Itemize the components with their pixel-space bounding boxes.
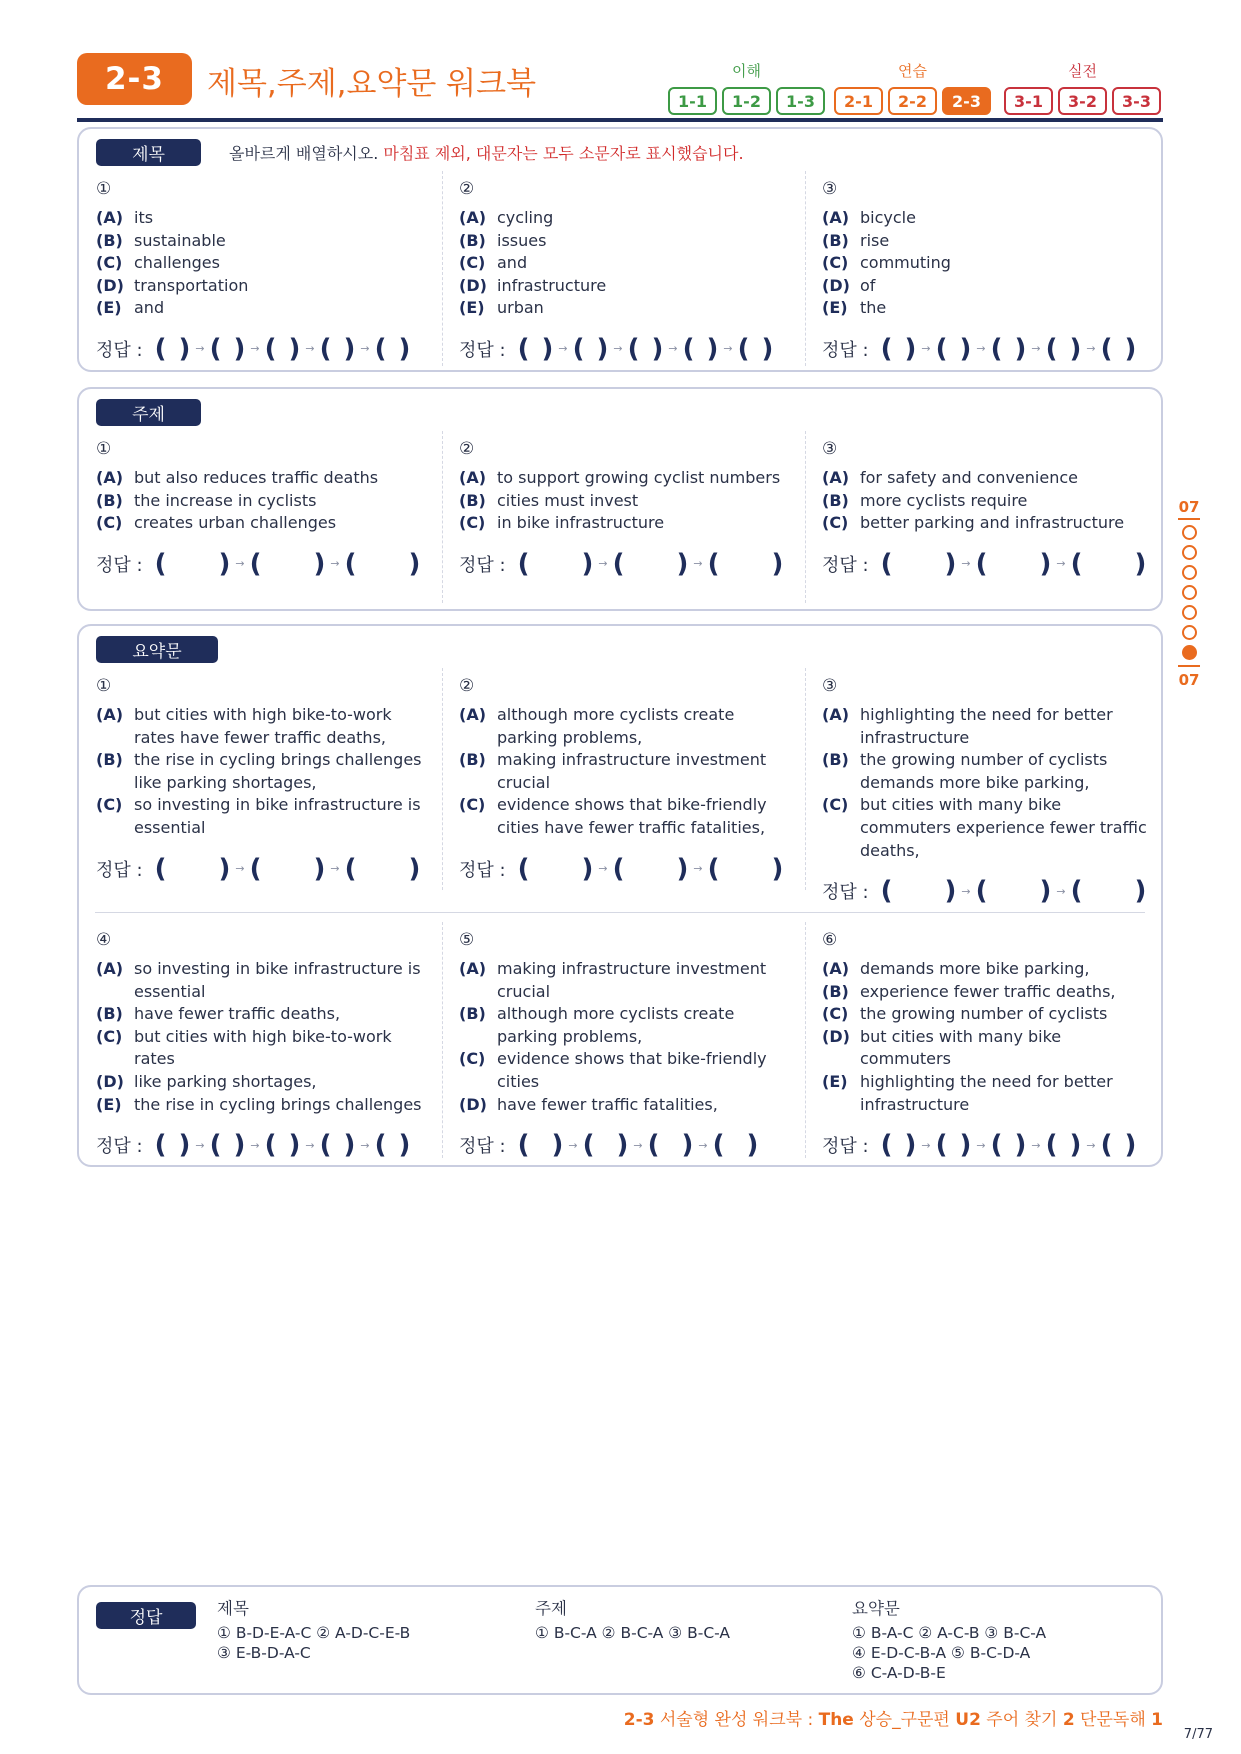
footer-num: 2	[1062, 1710, 1075, 1730]
question-number: ②	[459, 676, 475, 696]
choice-item	[459, 275, 789, 298]
side-page-bottom: 07	[1178, 671, 1200, 689]
choice-label: (C)	[96, 1026, 123, 1046]
choice-item	[96, 467, 426, 490]
choice-item	[96, 1071, 426, 1094]
choice-text: transportation	[134, 275, 249, 295]
choice-text: like parking shortages,	[134, 1071, 317, 1091]
footer-text: 주어 찾기	[980, 1710, 1063, 1730]
choice-label: (A)	[459, 468, 487, 487]
instruction-note: 마침표 제외, 대문자는 모두 소문자로 표시했습니다.	[383, 144, 744, 163]
choice-label: (B)	[822, 750, 849, 770]
choice-label: (D)	[822, 275, 850, 295]
answer-key-topic	[535, 1599, 730, 1643]
question-number: ④	[96, 930, 112, 950]
question-number: ③	[822, 676, 838, 696]
choice-label: (C)	[459, 795, 486, 815]
choice-text: experience fewer traffic deaths,	[860, 981, 1116, 1001]
answer-label: 정답 :	[822, 882, 869, 904]
choice-label: (D)	[459, 1094, 487, 1114]
choice-item	[96, 1003, 426, 1026]
answer-key	[77, 1585, 1163, 1695]
choice-label: (D)	[96, 275, 124, 295]
answer-label: 정답 :	[822, 339, 869, 361]
choice-text: better parking and infrastructure	[860, 513, 1125, 533]
step-3-2[interactable]: 3-2	[1058, 87, 1107, 115]
instruction	[229, 141, 744, 164]
answer-slots[interactable]: 정답 : ( ) → ( ) → ( ) → ( ) → ( )	[459, 333, 774, 364]
footer-title	[624, 1705, 1163, 1730]
answer-label: 정답 :	[459, 339, 506, 361]
choice-text: making infrastructure investment crucial	[497, 750, 767, 792]
choice-label: (C)	[459, 1049, 486, 1069]
step-1-1[interactable]: 1-1	[668, 87, 717, 115]
choice-label: (C)	[459, 253, 486, 273]
step-3-1[interactable]: 3-1	[1004, 87, 1053, 115]
page-title: 제목,주제,요약문 워크북	[207, 66, 537, 102]
choice-item	[459, 749, 789, 794]
summary-question-6	[822, 930, 1152, 1160]
progress-dot-active[interactable]	[1182, 645, 1197, 660]
choice-item	[96, 275, 426, 298]
choice-label: (B)	[459, 1004, 486, 1024]
answer-slots[interactable]: 정답 : ( ) → ( ) → ( ) → ( )	[459, 1130, 759, 1161]
progress-dot[interactable]	[1182, 605, 1197, 620]
choice-label: (E)	[96, 1094, 122, 1114]
answer-key-title	[217, 1599, 410, 1663]
choice-item	[459, 467, 789, 490]
choice-text: the	[860, 298, 887, 318]
choice-item	[822, 297, 1152, 320]
title-question-1	[96, 179, 426, 364]
choice-label: (C)	[822, 795, 849, 815]
answer-key-summary	[852, 1599, 1046, 1683]
progress-dot[interactable]	[1182, 525, 1197, 540]
column-divider	[442, 171, 443, 366]
choice-text: cities must invest	[497, 490, 639, 510]
choice-item	[459, 512, 789, 535]
choice-item	[459, 252, 789, 275]
choice-item	[96, 512, 426, 535]
choice-text: and	[134, 298, 165, 318]
topic-section	[77, 387, 1163, 611]
question-number: ②	[459, 179, 475, 199]
choice-label: (B)	[459, 750, 486, 770]
step-3-3[interactable]: 3-3	[1112, 87, 1161, 115]
choice-text: creates urban challenges	[134, 513, 337, 533]
choice-label: (C)	[96, 253, 123, 273]
answer-slots[interactable]: 정답 : ( ) → ( ) → ( )	[459, 548, 784, 579]
choice-item	[459, 230, 789, 253]
choice-text: more cyclists require	[860, 490, 1028, 510]
choice-label: (A)	[96, 705, 124, 724]
choice-label: (D)	[822, 1026, 850, 1046]
choice-text: but also reduces traffic deaths	[134, 468, 379, 487]
footer-unit: U2	[955, 1710, 981, 1730]
choice-item	[96, 794, 426, 839]
summary-question-1	[96, 676, 426, 884]
choice-label: (B)	[96, 750, 123, 770]
choice-text: and	[497, 253, 528, 273]
footer-text: 서술형 완성 워크북 :	[654, 1710, 819, 1730]
choice-item	[96, 749, 426, 794]
answer-key-line: ① B-D-E-A-C ② A-D-C-E-B	[217, 1624, 411, 1642]
choice-text: commuting	[860, 253, 951, 273]
choice-text: the rise in cycling brings challenges like parking shortages,	[134, 750, 422, 792]
topic-question-2	[459, 439, 789, 579]
choice-label: (C)	[822, 1004, 849, 1024]
step-group-label: 이해	[732, 62, 761, 80]
answer-slots[interactable]: 정답 : ( ) → ( ) → ( )	[822, 548, 1147, 579]
choice-label: (B)	[822, 230, 849, 250]
choice-label: (A)	[459, 705, 487, 724]
topic-question-1	[96, 439, 426, 579]
choice-text: the rise in cycling brings challenges	[134, 1094, 422, 1114]
answer-slots[interactable]: 정답 : ( ) → ( ) → ( )	[96, 548, 421, 579]
choice-item	[822, 704, 1152, 749]
question-number: ⑥	[822, 930, 838, 950]
summary-question-3	[822, 676, 1152, 906]
choice-text: bicycle	[860, 208, 916, 227]
choice-text: evidence shows that bike-friendly cities	[497, 1049, 767, 1091]
progress-dot[interactable]	[1182, 625, 1197, 640]
step-2-3[interactable]: 2-3	[942, 87, 991, 115]
choice-text: to support growing cyclist numbers	[497, 468, 781, 487]
choice-item	[459, 297, 789, 320]
side-page-top: 07	[1178, 498, 1200, 516]
choice-text: the increase in cyclists	[134, 490, 317, 510]
answer-label: 정답 :	[459, 554, 506, 576]
question-number: ⑤	[459, 930, 475, 950]
choice-item	[822, 490, 1152, 513]
choice-text: for safety and convenience	[860, 468, 1078, 487]
footer-brand: The	[818, 1710, 854, 1730]
footer-text: 상승_구문편	[853, 1710, 956, 1730]
progress-dot[interactable]	[1182, 545, 1197, 560]
choice-item	[822, 749, 1152, 794]
step-group-understand	[668, 60, 825, 115]
answer-label: 정답 :	[96, 339, 143, 361]
choice-item	[459, 794, 789, 839]
column-divider	[442, 922, 443, 1158]
title-question-3	[822, 179, 1152, 364]
choice-item	[96, 1094, 426, 1117]
step-group-label: 실전	[1068, 62, 1097, 80]
answer-label: 정답 :	[96, 1136, 143, 1158]
choice-text: rise	[860, 230, 890, 250]
answer-slots[interactable]: 정답 : ( ) → ( ) → ( ) → ( ) → ( )	[96, 1130, 411, 1161]
choice-item	[96, 230, 426, 253]
choice-label: (B)	[96, 230, 123, 250]
choice-item	[822, 981, 1152, 1004]
choice-item	[459, 958, 789, 1003]
section-label-title: 제목	[96, 139, 201, 166]
choice-text: urban	[497, 298, 544, 318]
side-progress-nav	[1176, 498, 1202, 689]
column-divider	[805, 431, 806, 603]
choice-label: (A)	[822, 705, 850, 724]
choice-label: (E)	[822, 1071, 848, 1091]
choice-item	[822, 1071, 1152, 1116]
title-question-2	[459, 179, 789, 364]
progress-dot[interactable]	[1182, 585, 1197, 600]
summary-section	[77, 624, 1163, 1167]
choice-item	[96, 252, 426, 275]
choice-item	[459, 1094, 789, 1117]
header-rule	[77, 118, 1163, 122]
answer-key-label: 정답	[96, 1602, 196, 1629]
choice-item	[822, 275, 1152, 298]
choice-text: but cities with many bike commuters	[860, 1026, 1062, 1069]
choice-label: (C)	[459, 513, 486, 533]
column-divider	[442, 668, 443, 890]
choice-text: cycling	[497, 208, 554, 227]
answer-slots[interactable]: 정답 : ( ) → ( ) → ( )	[822, 876, 1147, 907]
choice-label: (B)	[822, 981, 849, 1001]
choice-text: although more cyclists create parking problems,	[497, 705, 735, 747]
question-number: ①	[96, 439, 112, 459]
choice-text: highlighting the need for better infrastructure	[860, 1071, 1113, 1114]
choice-text: its	[134, 208, 154, 227]
choice-label: (A)	[822, 959, 850, 978]
choice-label: (B)	[96, 490, 123, 510]
choice-label: (E)	[459, 298, 485, 318]
choice-text: of	[860, 275, 876, 295]
choice-label: (C)	[96, 795, 123, 815]
footer-num: 1	[1151, 1710, 1163, 1730]
choice-item	[822, 794, 1152, 862]
answer-key-line: ① B-A-C ② A-C-B ③ B-C-A	[852, 1624, 1047, 1642]
topic-question-3	[822, 439, 1152, 579]
choice-label: (C)	[96, 513, 123, 533]
choice-item	[96, 297, 426, 320]
choice-label: (A)	[459, 959, 487, 978]
summary-question-4	[96, 930, 426, 1160]
choice-item	[96, 958, 426, 1003]
choice-text: but cities with high bike-to-work rates	[134, 1026, 392, 1069]
answer-key-head: 주제	[535, 1599, 567, 1618]
choice-text: so investing in bike infrastructure is essential	[134, 795, 421, 837]
choice-item	[459, 1048, 789, 1093]
choice-item	[459, 1003, 789, 1048]
step-group-label: 연습	[898, 62, 927, 80]
step-2-2[interactable]: 2-2	[888, 87, 937, 115]
question-number: ②	[459, 439, 475, 459]
choice-label: (E)	[96, 298, 122, 318]
step-1-2[interactable]: 1-2	[722, 87, 771, 115]
choice-text: highlighting the need for better infrastructure	[860, 705, 1113, 747]
question-number: ③	[822, 179, 838, 199]
choice-label: (E)	[822, 298, 848, 318]
choice-text: sustainable	[134, 230, 226, 250]
choice-text: so investing in bike infrastructure is essential	[134, 959, 421, 1001]
choice-text: have fewer traffic deaths,	[134, 1004, 341, 1024]
answer-slots[interactable]: 정답 : ( ) → ( ) → ( ) → ( ) → ( )	[822, 1130, 1137, 1161]
choice-label: (B)	[96, 1004, 123, 1024]
choice-item	[459, 207, 789, 230]
column-divider	[442, 431, 443, 603]
section-label-topic: 주제	[96, 399, 201, 426]
choice-text: issues	[497, 230, 547, 250]
choice-item	[96, 490, 426, 513]
step-2-1[interactable]: 2-1	[834, 87, 883, 115]
page-number: 7/77	[1183, 1727, 1213, 1742]
choice-label: (B)	[459, 230, 486, 250]
choice-text: but cities with high bike-to-work rates have fewer traffic deaths,	[134, 705, 392, 747]
choice-item	[96, 207, 426, 230]
choice-text: the growing number of cyclists	[860, 1004, 1108, 1024]
choice-label: (C)	[822, 253, 849, 273]
answer-key-line: ① B-C-A ② B-C-A ③ B-C-A	[535, 1624, 731, 1642]
choice-text: evidence shows that bike-friendly cities have fewer traffic fatalities,	[497, 795, 767, 837]
choice-item	[822, 230, 1152, 253]
column-divider	[805, 668, 806, 890]
choice-item	[459, 490, 789, 513]
choice-item	[822, 252, 1152, 275]
question-number: ①	[96, 179, 112, 199]
choice-label: (A)	[459, 208, 487, 227]
title-section	[77, 127, 1163, 372]
choice-text: making infrastructure investment crucial	[497, 959, 767, 1001]
answer-key-head: 요약문	[852, 1599, 900, 1618]
choice-text: challenges	[134, 253, 220, 273]
choice-label: (A)	[822, 208, 850, 227]
choice-label: (A)	[96, 959, 124, 978]
answer-label: 정답 :	[96, 554, 143, 576]
answer-slots[interactable]: 정답 : ( ) → ( ) → ( ) → ( ) → ( )	[96, 333, 411, 364]
answer-key-line: ④ E-D-C-B-A ⑤ B-C-D-A	[852, 1644, 1031, 1662]
choice-item	[822, 207, 1152, 230]
answer-label: 정답 :	[822, 554, 869, 576]
question-number: ③	[822, 439, 838, 459]
choice-item	[822, 1003, 1152, 1026]
footer-code: 2-3	[623, 1710, 655, 1730]
answer-key-line: ③ E-B-D-A-C	[217, 1644, 311, 1662]
summary-question-2	[459, 676, 789, 884]
choice-text: infrastructure	[497, 275, 607, 295]
step-group-practice	[834, 60, 991, 115]
column-divider	[805, 171, 806, 366]
section-label-summary: 요약문	[96, 636, 218, 663]
answer-label: 정답 :	[459, 1136, 506, 1158]
choice-label: (B)	[459, 490, 486, 510]
answer-slots[interactable]: 정답 : ( ) → ( ) → ( )	[459, 853, 784, 884]
choice-label: (D)	[459, 275, 487, 295]
choice-item	[96, 704, 426, 749]
step-1-3[interactable]: 1-3	[776, 87, 825, 115]
choice-item	[822, 1026, 1152, 1071]
answer-label: 정답 :	[96, 859, 143, 881]
choice-item	[459, 704, 789, 749]
answer-label: 정답 :	[822, 1136, 869, 1158]
choice-text: the growing number of cyclists demands more bike parking,	[860, 750, 1108, 792]
progress-dot[interactable]	[1182, 565, 1197, 580]
choice-item	[96, 1026, 426, 1071]
choice-item	[822, 512, 1152, 535]
choice-text: although more cyclists create parking problems,	[497, 1004, 735, 1046]
answer-label: 정답 :	[459, 859, 506, 881]
choice-item	[822, 958, 1152, 981]
footer-text: 단문독해	[1074, 1710, 1152, 1730]
choice-text: demands more bike parking,	[860, 959, 1090, 978]
column-divider	[805, 922, 806, 1158]
choice-item	[822, 467, 1152, 490]
step-group-real	[1004, 60, 1161, 115]
choice-label: (D)	[96, 1071, 124, 1091]
answer-key-line: ⑥ C-A-D-B-E	[852, 1664, 946, 1682]
choice-label: (C)	[822, 513, 849, 533]
choice-text: have fewer traffic fatalities,	[497, 1094, 718, 1114]
answer-key-head: 제목	[217, 1599, 249, 1618]
choice-label: (A)	[96, 468, 124, 487]
summary-question-5	[459, 930, 789, 1160]
choice-label: (B)	[822, 490, 849, 510]
unit-badge: 2-3	[77, 53, 192, 105]
instruction-text: 올바르게 배열하시오.	[229, 144, 379, 163]
answer-slots[interactable]: 정답 : ( ) → ( ) → ( ) → ( ) → ( )	[822, 333, 1137, 364]
choice-text: but cities with many bike commuters experience fewer traffic deaths,	[860, 795, 1147, 860]
row-divider	[95, 912, 1145, 913]
choice-text: in bike infrastructure	[497, 513, 665, 533]
question-number: ①	[96, 676, 112, 696]
choice-label: (A)	[822, 468, 850, 487]
choice-label: (A)	[96, 208, 124, 227]
answer-slots[interactable]: 정답 : ( ) → ( ) → ( )	[96, 853, 421, 884]
